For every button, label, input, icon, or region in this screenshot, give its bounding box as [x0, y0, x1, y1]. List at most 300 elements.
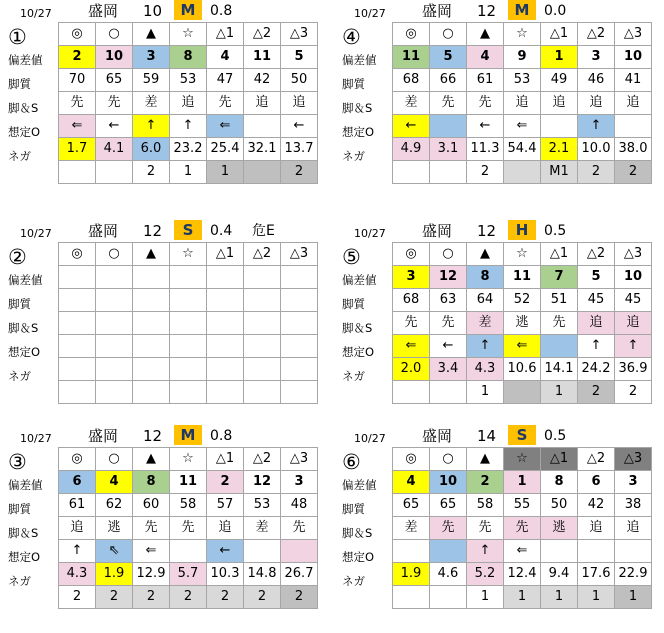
grid-cell: 50	[541, 494, 578, 517]
grid-cell: 6	[578, 471, 615, 494]
grid-cell	[133, 312, 170, 335]
grid-cell: 24.2	[578, 358, 615, 381]
mark-header-cell: ▲	[467, 448, 504, 471]
grid-cell: 11	[393, 46, 430, 69]
row-label: 想定O	[8, 550, 41, 564]
grid-cell	[207, 381, 244, 404]
grid-cell: 58	[467, 494, 504, 517]
deviation-row	[393, 69, 652, 92]
race-venue: 盛岡	[88, 2, 119, 20]
grid-cell	[207, 289, 244, 312]
grid-cell: 4	[96, 471, 133, 494]
grid-cell: 3	[133, 46, 170, 69]
grid-cell: 1	[207, 161, 244, 184]
grid-cell: 8	[541, 471, 578, 494]
race-date: 10/27	[20, 7, 52, 20]
grid-cell: 5	[281, 46, 318, 69]
grid-cell: 11.3	[467, 138, 504, 161]
mark-header-cell: ☆	[504, 448, 541, 471]
race-date: 10/27	[354, 7, 386, 20]
mark-header-row	[393, 448, 652, 471]
row-label: 想定O	[342, 345, 375, 359]
row-label: 脚＆S	[342, 526, 373, 540]
grid-cell: 10.0	[578, 138, 615, 161]
grid-cell: ←	[207, 540, 244, 563]
mark-header-row	[393, 243, 652, 266]
grid-cell	[578, 540, 615, 563]
negative-row	[393, 161, 652, 184]
row-label: 偏差値	[8, 478, 43, 492]
pace-value: 0.8	[210, 428, 233, 444]
grid-cell	[281, 540, 318, 563]
grid-cell: ↑	[133, 115, 170, 138]
grid-cell: 追	[578, 517, 615, 540]
race-header	[334, 425, 664, 447]
mark-header-cell: ◎	[393, 448, 430, 471]
grid-cell	[244, 381, 281, 404]
prediction-grid	[58, 447, 318, 609]
grid-cell	[133, 266, 170, 289]
grid-cell	[96, 161, 133, 184]
grid-cell	[430, 381, 467, 404]
mark-header-cell: △1	[541, 23, 578, 46]
mark-header-cell: ◎	[59, 448, 96, 471]
grid-cell: 先	[59, 92, 96, 115]
grid-cell: 42	[244, 69, 281, 92]
row-label: 想定O	[8, 345, 41, 359]
grid-cell: ←	[430, 335, 467, 358]
estimated-odds-row	[59, 563, 318, 586]
prediction-grid	[58, 22, 318, 184]
grid-cell: ↑	[467, 540, 504, 563]
negative-row	[393, 586, 652, 609]
grid-cell: ⇐	[133, 540, 170, 563]
mark-header-cell: △1	[541, 448, 578, 471]
grid-cell: 23.2	[170, 138, 207, 161]
mark-header-cell: △2	[578, 448, 615, 471]
prediction-grid	[392, 242, 652, 404]
horse-number-row	[393, 471, 652, 494]
mark-header-cell: ▲	[467, 243, 504, 266]
grid-cell: M1	[541, 161, 578, 184]
mark-header-cell: ◎	[393, 243, 430, 266]
horse-number-row	[59, 266, 318, 289]
grid-cell: 4.6	[430, 563, 467, 586]
race-date: 10/27	[20, 227, 52, 240]
grid-cell	[170, 266, 207, 289]
row-label: 脚質	[8, 77, 31, 91]
grid-cell	[59, 358, 96, 381]
grid-cell: 1.9	[96, 563, 133, 586]
grid-cell: 65	[430, 494, 467, 517]
mark-header-cell: ▲	[467, 23, 504, 46]
grid-cell: ←	[281, 115, 318, 138]
mark-header-cell: △1	[207, 23, 244, 46]
row-label: 想定O	[342, 550, 375, 564]
grid-cell	[244, 266, 281, 289]
grid-cell: ←	[96, 115, 133, 138]
grid-cell	[96, 358, 133, 381]
grid-cell: 65	[393, 494, 430, 517]
grid-cell: 7	[541, 266, 578, 289]
grid-cell: 2	[578, 161, 615, 184]
row-labels	[338, 268, 392, 388]
grid-cell: 先	[281, 517, 318, 540]
row-label: 脚＆S	[8, 526, 39, 540]
grid-cell: 追	[281, 92, 318, 115]
pace-value: 0.5	[544, 223, 567, 239]
race-header	[0, 220, 330, 242]
grid-cell: 3.4	[430, 358, 467, 381]
row-label: ネガ	[342, 574, 365, 588]
race-number: ④	[342, 25, 361, 49]
grid-cell: 差	[393, 92, 430, 115]
pace-badge: M	[508, 0, 536, 20]
grid-cell: ↑	[578, 115, 615, 138]
grid-cell	[244, 335, 281, 358]
race-number: ②	[8, 245, 27, 269]
race-distance: 14	[477, 427, 497, 445]
row-label: 脚質	[342, 502, 365, 516]
mark-header-cell: ○	[430, 448, 467, 471]
grid-cell: 38	[615, 494, 652, 517]
mark-header-cell: △1	[541, 243, 578, 266]
grid-cell: 追	[541, 92, 578, 115]
grid-cell: 2	[59, 46, 96, 69]
grid-cell	[393, 540, 430, 563]
grid-cell: 45	[615, 289, 652, 312]
grid-cell	[430, 540, 467, 563]
grid-cell: 3	[578, 46, 615, 69]
row-label: ネガ	[8, 149, 31, 163]
mark-header-cell: ☆	[170, 23, 207, 46]
row-label: ネガ	[8, 574, 31, 588]
grid-cell: 4.1	[96, 138, 133, 161]
running-style-row	[59, 92, 318, 115]
grid-cell: 32.1	[244, 138, 281, 161]
position-arrow-row	[393, 335, 652, 358]
grid-cell: 差	[244, 517, 281, 540]
grid-cell	[281, 312, 318, 335]
grid-cell	[207, 266, 244, 289]
grid-cell: ⇐	[393, 335, 430, 358]
grid-cell: 追	[170, 92, 207, 115]
grid-cell	[430, 161, 467, 184]
grid-cell: 10	[96, 46, 133, 69]
race-number: ③	[8, 450, 27, 474]
grid-cell: 2	[59, 586, 96, 609]
grid-cell: 11	[504, 266, 541, 289]
race-distance: 12	[477, 222, 497, 240]
negative-row	[59, 586, 318, 609]
grid-cell: 38.0	[615, 138, 652, 161]
pace-value: 0.8	[210, 3, 233, 19]
grid-cell	[541, 540, 578, 563]
grid-cell: 2.1	[541, 138, 578, 161]
position-arrow-row	[59, 115, 318, 138]
pace-badge: M	[174, 0, 202, 20]
grid-cell: 2	[281, 161, 318, 184]
mark-header-cell: ☆	[170, 448, 207, 471]
grid-cell: 2	[207, 471, 244, 494]
grid-cell: 57	[207, 494, 244, 517]
grid-cell: 2	[133, 586, 170, 609]
grid-cell: ⇖	[96, 540, 133, 563]
grid-cell: 48	[281, 494, 318, 517]
grid-cell: ⇐	[504, 540, 541, 563]
running-style-row	[393, 517, 652, 540]
deviation-row	[59, 69, 318, 92]
grid-cell: 5	[430, 46, 467, 69]
grid-cell: 65	[96, 69, 133, 92]
row-labels	[4, 268, 58, 388]
grid-cell: 1	[504, 471, 541, 494]
grid-cell: 先	[430, 92, 467, 115]
grid-cell: 先	[393, 312, 430, 335]
grid-cell	[170, 289, 207, 312]
grid-cell	[96, 289, 133, 312]
grid-cell: 61	[59, 494, 96, 517]
row-label: 脚質	[342, 297, 365, 311]
grid-cell: 逃	[96, 517, 133, 540]
grid-cell: 70	[59, 69, 96, 92]
grid-cell: 差	[133, 92, 170, 115]
grid-cell: 2	[615, 161, 652, 184]
grid-cell: 4	[467, 46, 504, 69]
row-label: ネガ	[342, 149, 365, 163]
negative-row	[393, 381, 652, 404]
grid-cell: 追	[59, 517, 96, 540]
grid-cell: 10	[430, 471, 467, 494]
grid-cell: 13.7	[281, 138, 318, 161]
grid-cell: 61	[467, 69, 504, 92]
pace-badge: H	[508, 220, 536, 240]
mark-header-cell: ▲	[133, 243, 170, 266]
grid-cell	[59, 289, 96, 312]
grid-cell	[393, 161, 430, 184]
grid-cell	[96, 312, 133, 335]
pace-badge: M	[174, 425, 202, 445]
grid-cell	[133, 358, 170, 381]
grid-cell	[430, 586, 467, 609]
race-panel	[334, 425, 664, 625]
pace-value: 0.0	[544, 3, 567, 19]
grid-cell: ↑	[170, 115, 207, 138]
grid-cell	[207, 358, 244, 381]
grid-cell: 12.9	[133, 563, 170, 586]
grid-cell	[504, 161, 541, 184]
grid-cell: 先	[96, 92, 133, 115]
running-style-row	[59, 517, 318, 540]
grid-cell: 62	[96, 494, 133, 517]
prediction-grid	[392, 447, 652, 609]
grid-cell	[281, 266, 318, 289]
grid-cell: 4.3	[59, 563, 96, 586]
grid-cell: 2	[467, 471, 504, 494]
grid-cell	[207, 312, 244, 335]
race-venue: 盛岡	[422, 427, 453, 445]
mark-header-cell: △2	[244, 23, 281, 46]
estimated-odds-row	[59, 358, 318, 381]
grid-cell: 36.9	[615, 358, 652, 381]
race-header	[334, 220, 664, 242]
grid-cell: 12.4	[504, 563, 541, 586]
mark-header-cell: △3	[615, 243, 652, 266]
grid-cell: 先	[541, 312, 578, 335]
grid-cell: 41	[615, 69, 652, 92]
grid-cell: 8	[133, 471, 170, 494]
grid-cell: 42	[578, 494, 615, 517]
grid-cell: 先	[170, 517, 207, 540]
grid-cell	[96, 266, 133, 289]
mark-header-row	[59, 23, 318, 46]
grid-cell	[96, 335, 133, 358]
race-panel	[334, 0, 664, 200]
grid-cell: 追	[504, 92, 541, 115]
grid-cell: 53	[244, 494, 281, 517]
grid-cell: ⇐	[59, 115, 96, 138]
grid-cell: 12	[244, 471, 281, 494]
grid-cell	[133, 289, 170, 312]
race-number: ①	[8, 25, 27, 49]
grid-cell: 先	[430, 517, 467, 540]
race-distance: 12	[477, 2, 497, 20]
running-style-row	[393, 312, 652, 335]
grid-cell: 14.8	[244, 563, 281, 586]
race-venue: 盛岡	[422, 2, 453, 20]
grid-cell: 9.4	[541, 563, 578, 586]
grid-cell	[281, 381, 318, 404]
grid-cell	[170, 381, 207, 404]
mark-header-cell: △2	[244, 448, 281, 471]
grid-cell	[541, 115, 578, 138]
grid-cell: 52	[504, 289, 541, 312]
grid-cell: ←	[467, 115, 504, 138]
grid-cell: 55	[504, 494, 541, 517]
mark-header-cell: ▲	[133, 23, 170, 46]
grid-cell: ↑	[615, 335, 652, 358]
grid-cell: 2	[133, 161, 170, 184]
grid-cell: 2	[207, 586, 244, 609]
grid-cell: 先	[133, 517, 170, 540]
grid-cell: 先	[467, 92, 504, 115]
grid-cell: ←	[393, 115, 430, 138]
horse-number-row	[393, 266, 652, 289]
grid-cell: 3	[393, 266, 430, 289]
grid-cell	[207, 335, 244, 358]
deviation-row	[393, 494, 652, 517]
grid-cell: 1	[541, 46, 578, 69]
mark-header-cell: ▲	[133, 448, 170, 471]
mark-header-cell: △2	[244, 243, 281, 266]
grid-cell	[615, 115, 652, 138]
mark-header-cell: △3	[281, 243, 318, 266]
grid-cell: 2	[615, 381, 652, 404]
row-label: 脚質	[8, 502, 31, 516]
position-arrow-row	[393, 540, 652, 563]
grid-cell	[281, 335, 318, 358]
race-panel	[0, 220, 330, 420]
grid-cell: 63	[430, 289, 467, 312]
grid-cell: 1	[541, 381, 578, 404]
grid-cell: 54.4	[504, 138, 541, 161]
prediction-grid	[58, 242, 318, 404]
grid-cell: ⇐	[504, 115, 541, 138]
race-header	[0, 425, 330, 447]
grid-cell: 2	[281, 586, 318, 609]
grid-cell: 1	[467, 381, 504, 404]
row-label: 偏差値	[342, 273, 377, 287]
grid-cell: 差	[467, 312, 504, 335]
running-style-row	[59, 312, 318, 335]
grid-cell	[170, 312, 207, 335]
grid-cell: 68	[393, 69, 430, 92]
grid-cell: 59	[133, 69, 170, 92]
row-labels	[4, 48, 58, 168]
row-label: ネガ	[8, 369, 31, 383]
race-number: ⑤	[342, 245, 361, 269]
race-panel	[334, 220, 664, 420]
grid-cell: 53	[170, 69, 207, 92]
grid-cell: 先	[467, 517, 504, 540]
grid-cell: 1	[615, 586, 652, 609]
grid-cell: 9	[504, 46, 541, 69]
race-panel	[0, 425, 330, 625]
grid-cell: 1.7	[59, 138, 96, 161]
grid-cell: 10	[615, 46, 652, 69]
grid-cell: 1	[541, 586, 578, 609]
mark-header-cell: ☆	[504, 23, 541, 46]
position-arrow-row	[59, 540, 318, 563]
row-label: 脚＆S	[342, 321, 373, 335]
deviation-row	[59, 289, 318, 312]
mark-header-cell: ◎	[59, 23, 96, 46]
race-date: 10/27	[354, 227, 386, 240]
grid-cell: 1.9	[393, 563, 430, 586]
grid-cell: 10	[615, 266, 652, 289]
prediction-grid	[392, 22, 652, 184]
mark-header-cell: △1	[207, 448, 244, 471]
grid-cell: 49	[541, 69, 578, 92]
grid-cell: 追	[615, 92, 652, 115]
mark-header-cell: ☆	[504, 243, 541, 266]
grid-cell: 追	[578, 312, 615, 335]
grid-cell: 追	[244, 92, 281, 115]
pace-value: 0.4	[210, 223, 233, 239]
running-style-row	[393, 92, 652, 115]
grid-cell: ⇐	[207, 115, 244, 138]
race-distance: 12	[143, 222, 163, 240]
negative-row	[59, 161, 318, 184]
row-label: 脚質	[342, 77, 365, 91]
position-arrow-row	[59, 335, 318, 358]
row-label: ネガ	[342, 369, 365, 383]
grid-cell	[59, 312, 96, 335]
grid-cell: ⇐	[504, 335, 541, 358]
grid-cell: 14.1	[541, 358, 578, 381]
mark-header-cell: ○	[96, 448, 133, 471]
mark-header-cell: ○	[96, 23, 133, 46]
grid-cell: 1	[504, 586, 541, 609]
mark-header-cell: ○	[430, 23, 467, 46]
grid-cell: 差	[393, 517, 430, 540]
grid-cell: 逃	[504, 312, 541, 335]
grid-cell: 2	[467, 161, 504, 184]
grid-cell: 2	[244, 586, 281, 609]
grid-cell: 8	[170, 46, 207, 69]
row-label: 脚＆S	[8, 101, 39, 115]
grid-cell: 53	[504, 69, 541, 92]
